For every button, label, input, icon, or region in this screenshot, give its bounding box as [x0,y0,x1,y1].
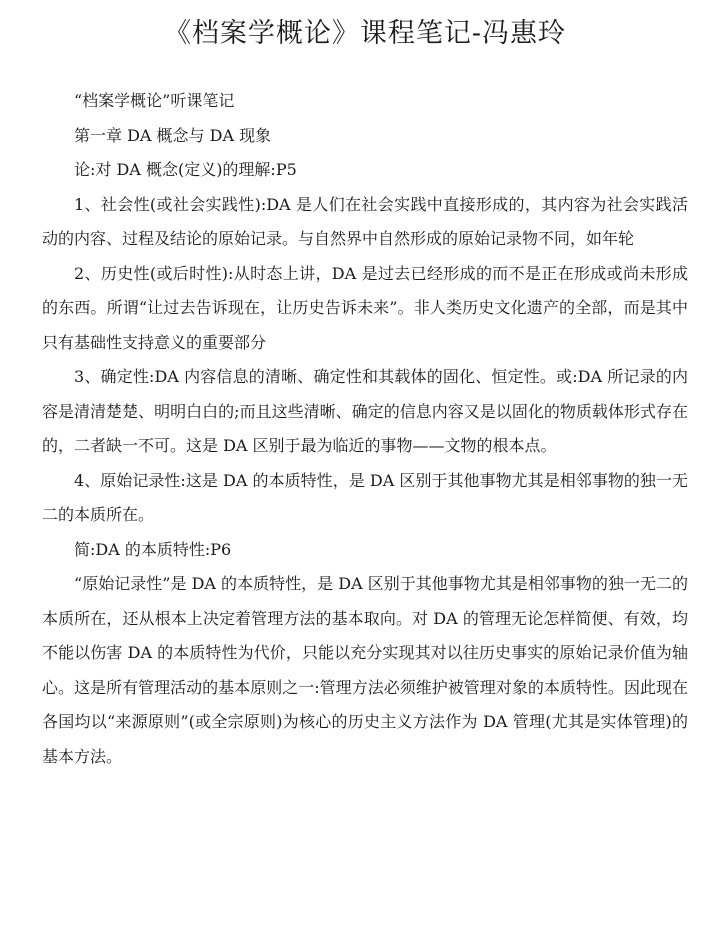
document-title: 《档案学概论》课程笔记-冯惠玲 [163,18,567,49]
paragraph-original-record: 4、原始记录性:这是 DA 的本质特性，是 DA 区别于其他事物尤其是相邻事物的独一无二的本质所在。 [42,470,688,524]
notes-heading: “档案学概论”听课笔记 [74,91,235,110]
paragraph-social-nature: 1、社会性(或社会实践性):DA 是人们在社会实践中直接形成的，其内容为社会实践活动的内容、过程及结论的原始记录。与自然界中自然形成的原始记录物不同，如年轮 [42,194,688,248]
essay-question-heading: 论:对 DA 概念(定义)的理解:P5 [74,160,297,179]
paragraph-essential-nature: “原始记录性”是 DA 的本质特性，是 DA 区别于其他事物尤其是相邻事物的独一无二的本质所在，还从根本上决定着管理方法的基本取向。对 DA 的管理无论怎样简便、有效，均不能以伤害 DA 的本质特性为代价，只能以充分实现其对以往历史事实的原始记录价值为轴心。这是所有管理活动的基本原则之一:管理方法必须维护被管理对象的本质特性。因此现在各国均以“来源原则”(或全宗原则)为核心的历史主义方法作为 DA 管理(尤其是实体管理)的基本方法。 [42,574,688,766]
paragraph-historical-nature: 2、历史性(或后时性):从时态上讲，DA 是过去已经形成的而不是正在形成或尚未形成的东西。所谓“让过去告诉现在，让历史告诉未来”。非人类历史文化遗产的全部，而是其中只有基础性支持意义的重要部分 [42,263,688,352]
paragraph-certainty: 3、确定性:DA 内容信息的清晰、确定性和其载体的固化、恒定性。或:DA 所记录的内容是清清楚楚、明明白白的;而且这些清晰、确定的信息内容又是以固化的物质载体形式存在的，二者缺一不可。这是 DA 区别于最为临近的事物——文物的根本点。 [42,367,688,455]
document-body [42,84,688,774]
chapter-heading: 第一章 DA 概念与 DA 现象 [74,125,272,145]
short-answer-heading: 简:DA 的本质特性:P6 [74,539,232,559]
